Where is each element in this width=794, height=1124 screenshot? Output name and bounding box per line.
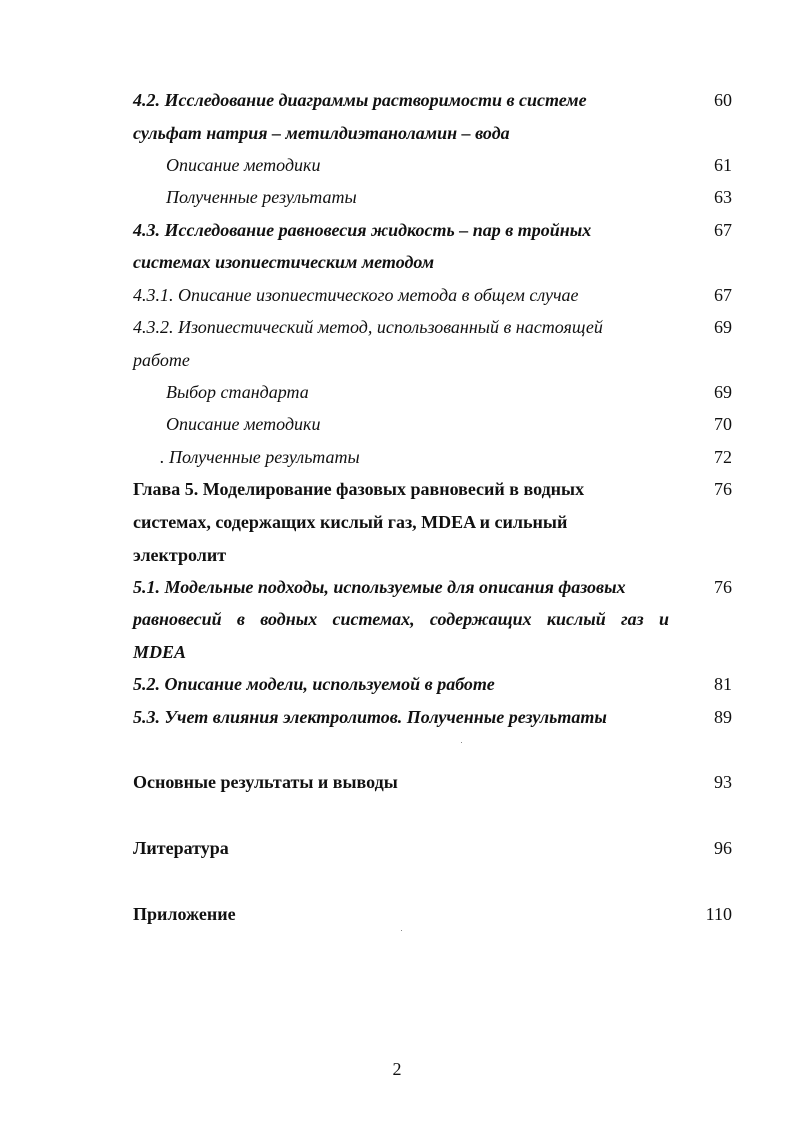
toc-entry-4-3-2-standard: Выбор стандарта — [166, 382, 309, 402]
toc-entry-4-3-line2: системах изопиестическим методом — [133, 252, 435, 272]
toc-page-4-2-results: 63 — [714, 187, 732, 207]
toc-word: водных — [260, 609, 318, 629]
toc-word: содержащих — [429, 609, 532, 629]
toc-page-4-3-2-method: 70 — [714, 414, 732, 434]
toc-entry-5-1-line1: 5.1. Модельные подходы, используемые для описания фазовых — [133, 577, 626, 597]
toc-word: кислый — [546, 609, 606, 629]
toc-page-literature: 96 — [714, 838, 732, 858]
toc-page-5-3: 89 — [714, 707, 732, 727]
toc-entry-ch5-line3: электролит — [133, 545, 227, 565]
toc-page-4-3-2: 69 — [714, 317, 732, 337]
toc-page-ch5: 76 — [714, 479, 732, 499]
toc-page-4-3: 67 — [714, 220, 732, 240]
toc-page-appendix: 110 — [705, 904, 732, 924]
toc-word: равновесий — [133, 609, 222, 629]
toc-entry-4-2-line1: 4.2. Исследование диаграммы растворимости в системе — [133, 90, 587, 110]
toc-page-results: 93 — [714, 772, 732, 792]
toc-page-5-2: 81 — [714, 674, 732, 694]
toc-entry-4-2-method: Описание методики — [166, 155, 321, 175]
toc-entry-4-3-line1: 4.3. Исследование равновесия жидкость – пар в тройных — [133, 220, 592, 240]
toc-page-5-1: 76 — [714, 577, 732, 597]
toc-entry-results: Основные результаты и выводы — [133, 772, 398, 792]
scan-speck — [461, 742, 462, 743]
toc-entry-4-3-2-results: . Полученные результаты — [160, 447, 360, 467]
toc-entry-4-3-2-method: Описание методики — [166, 414, 321, 434]
toc-entry-literature: Литература — [133, 838, 229, 858]
toc-entry-ch5-line2: системах, содержащих кислый газ, MDEA и сильный — [133, 512, 568, 532]
toc-page-4-2-method: 61 — [714, 155, 732, 175]
toc-page-4-2: 60 — [714, 90, 732, 110]
toc-page-4-3-2-results: 72 — [714, 447, 732, 467]
toc-entry-5-1-line3: MDEA — [133, 642, 187, 662]
toc-word: газ — [621, 609, 644, 629]
toc-entry-4-2-results: Полученные результаты — [166, 187, 357, 207]
toc-word: системах, — [332, 609, 415, 629]
toc-entry-appendix: Приложение — [133, 904, 236, 924]
toc-word: и — [658, 609, 669, 629]
toc-entry-5-2: 5.2. Описание модели, используемой в работе — [133, 674, 495, 694]
toc-entry-4-2-line2: сульфат натрия – метилдиэтаноламин – вода — [133, 123, 510, 143]
toc-entry-ch5-line1: Глава 5. Моделирование фазовых равновесий в водных — [133, 479, 585, 499]
toc-page-4-3-1: 67 — [714, 285, 732, 305]
toc-entry-4-3-1: 4.3.1. Описание изопиестического метода в общем случае — [133, 285, 579, 305]
page-number: 2 — [392, 1059, 402, 1079]
toc-page-4-3-2-standard: 69 — [714, 382, 732, 402]
toc-entry-5-1-line2 — [133, 607, 669, 631]
toc-entry-4-3-2-line1: 4.3.2. Изопиестический метод, использованный в настоящей — [133, 317, 603, 337]
toc-entry-4-3-2-line2: работе — [133, 350, 190, 370]
toc-entry-5-3: 5.3. Учет влияния электролитов. Полученные результаты — [133, 707, 607, 727]
toc-word: в — [236, 609, 245, 629]
scan-speck — [401, 930, 402, 931]
